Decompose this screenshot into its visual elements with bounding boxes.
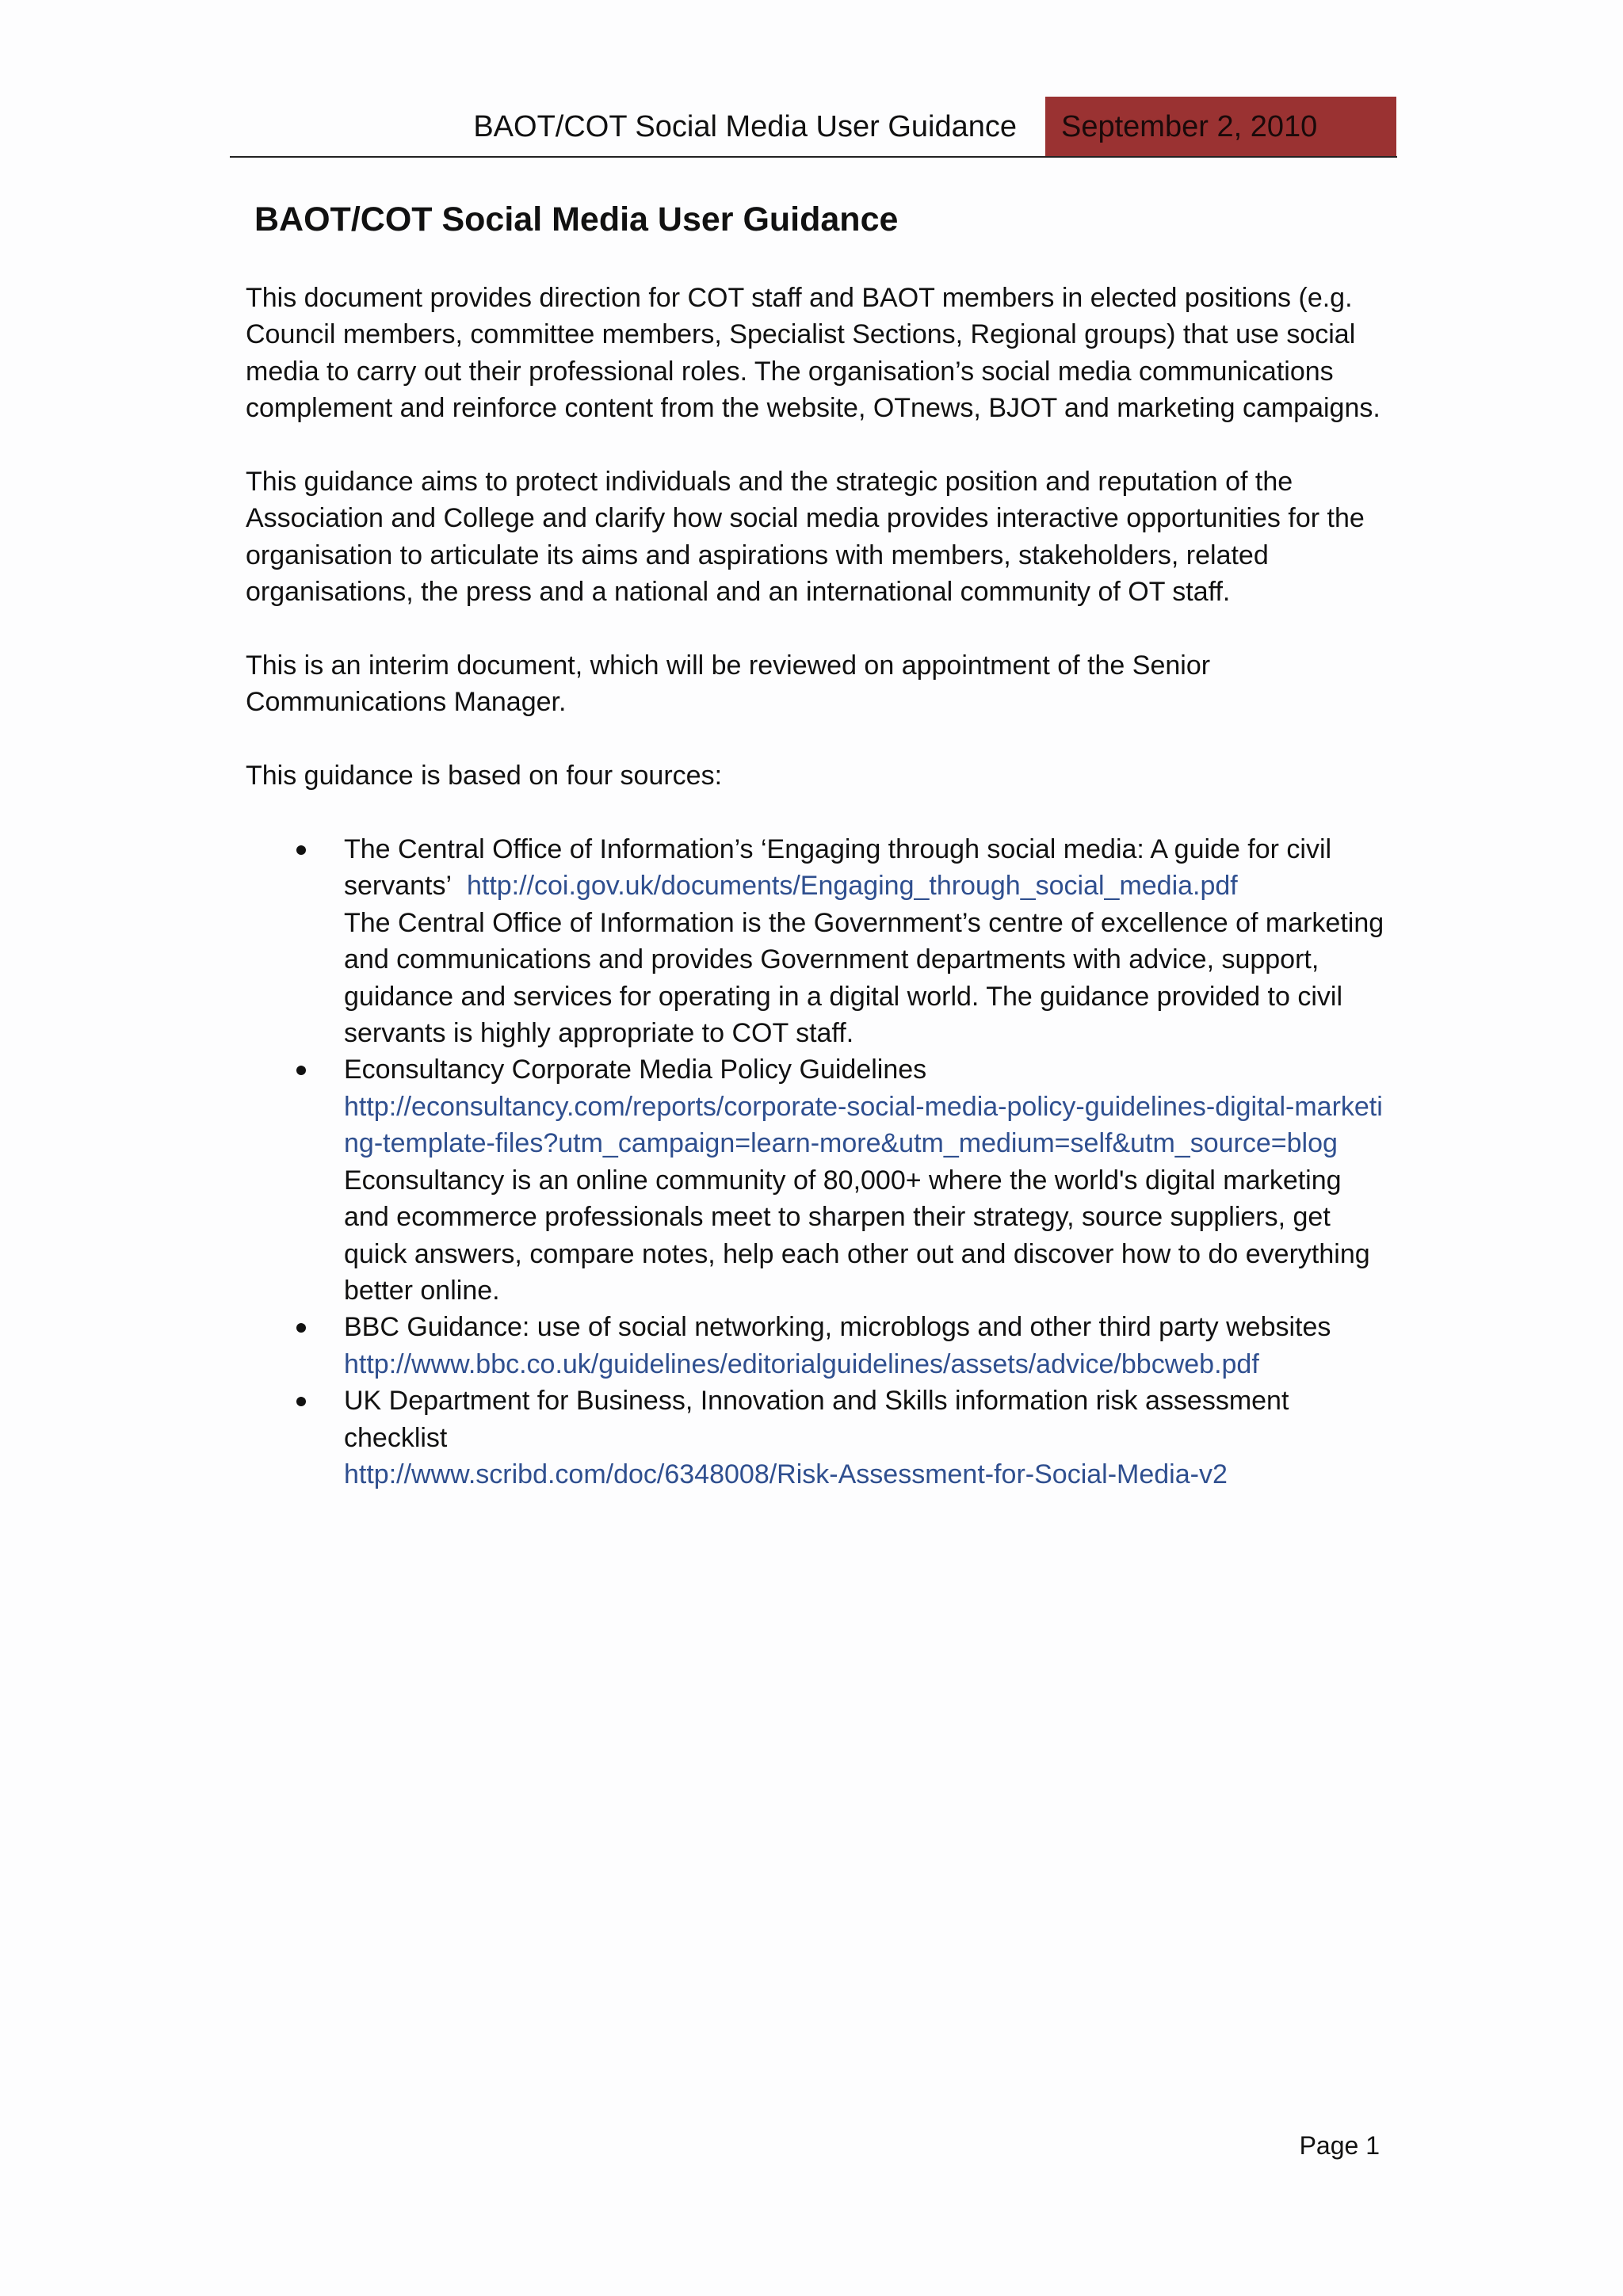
source-link[interactable]: http://www.bbc.co.uk/guidelines/editorialguidelines/assets/advice/bbcweb.pdf: [344, 1348, 1259, 1379]
aims-paragraph: This guidance aims to protect individuals and the strategic position and reputation of the Association and College and clarify how social media provides interactive opportunities for the organisation to articulate its aims and aspirations with members, stakeholders, related organisations, the press and a national and an international community of OT staff.: [246, 467, 1365, 608]
source-link[interactable]: http://econsultancy.com/reports/corporate-social-media-policy-guidelines-digital-marketing-template-files?utm_campaign=learn-more&utm_medium=self&utm_source=blog: [344, 1091, 1383, 1159]
sources-list: [246, 831, 1387, 1493]
source-link[interactable]: http://coi.gov.uk/documents/Engaging_through_social_media.pdf: [466, 871, 1238, 902]
source-item: [246, 1051, 1387, 1309]
sources-intro-paragraph: This guidance is based on four sources:: [246, 761, 723, 791]
source-title: UK Department for Business, Innovation and Skills information risk assessment checklist: [344, 1386, 1289, 1453]
source-description: Econsultancy is an online community of 80,000+ where the world's digital marketing and ecommerce professionals meet to sharpen their strategy, source suppliers, get quick answers, compare notes, help each other out and discover how to do everything better online.: [344, 1165, 1370, 1306]
page-header: [230, 97, 1396, 157]
bullet-icon: [296, 1397, 306, 1406]
source-item: [246, 1309, 1387, 1383]
bullet-icon: [296, 1066, 306, 1075]
bullet-icon: [296, 845, 306, 855]
document-title: BAOT/COT Social Media User Guidance: [254, 200, 899, 238]
interim-paragraph: This is an interim document, which will be reviewed on appointment of the Senior Communications Manager.: [246, 650, 1211, 718]
document-body: [246, 280, 1387, 1493]
page-number: Page 1: [1299, 2131, 1380, 2160]
header-title: BAOT/COT Social Media User Guidance: [473, 110, 1017, 143]
source-item: [246, 831, 1387, 1051]
bullet-icon: [296, 1323, 306, 1333]
source-item: [246, 1383, 1387, 1493]
source-title: BBC Guidance: use of social networking, microblogs and other third party websites: [344, 1312, 1331, 1343]
source-link[interactable]: http://www.scribd.com/doc/6348008/Risk-Assessment-for-Social-Media-v2: [344, 1459, 1228, 1489]
intro-paragraph: This document provides direction for COT staff and BAOT members in elected positions (e.g. Council members, committee members, Specialist Sections, Regional groups) that use social media to carry out their professional roles. The organisation’s social media communications complement and reinforce content from the website, OTnews, BJOT and marketing campaigns.: [246, 283, 1381, 424]
source-title: The Central Office of Information’s ‘Engaging through social media: A guide for civil servants’: [344, 834, 1332, 902]
source-title: Econsultancy Corporate Media Policy Guidelines: [344, 1055, 927, 1085]
header-date-badge: September 2, 2010: [1045, 97, 1396, 157]
header-divider: [230, 156, 1397, 158]
source-description: The Central Office of Information is the Government’s centre of excellence of marketing and communications and provides Government departments with advice, support, guidance and services for operating in a digital world. The guidance provided to civil servants is highly appropriate to COT staff.: [344, 907, 1384, 1049]
